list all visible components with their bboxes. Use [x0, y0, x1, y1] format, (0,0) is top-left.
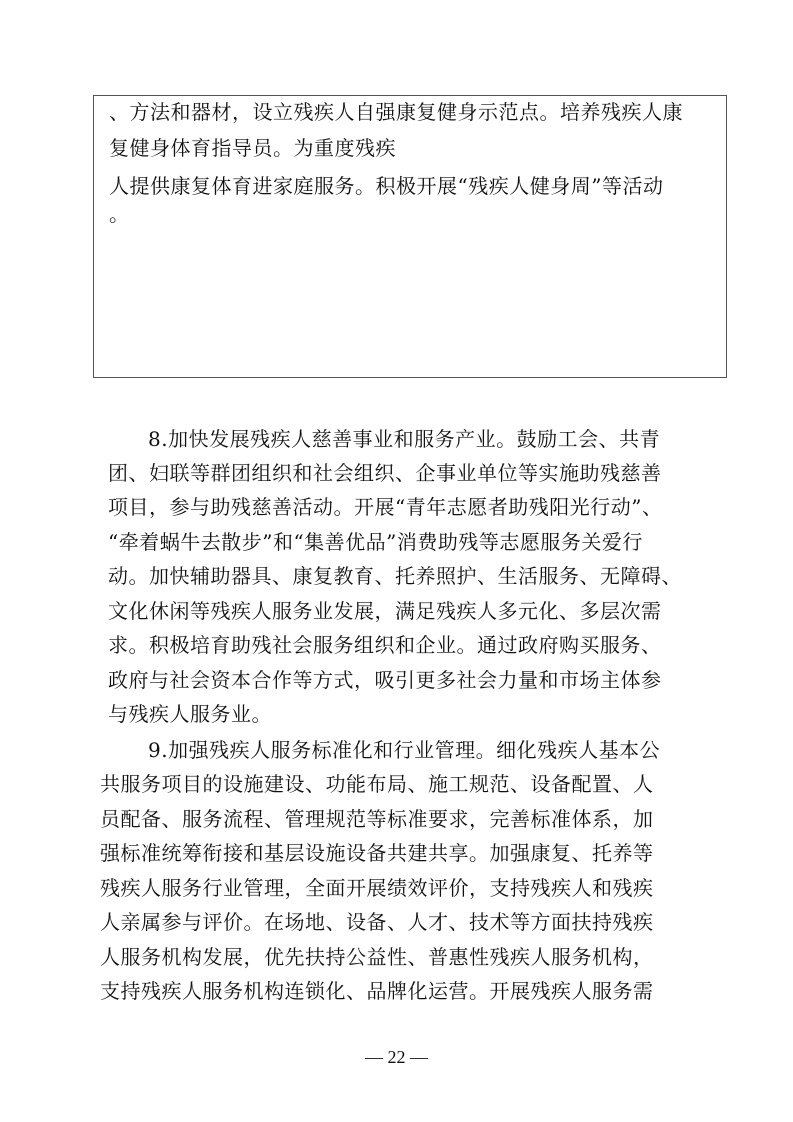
paragraph-line: 支持残疾人服务机构连锁化、品牌化运营。开展残疾人服务需: [100, 979, 654, 1003]
paragraph-line: 团、妇联等群团组织和社会组织、企事业单位等实施助残慈善: [108, 461, 662, 485]
paragraph-line: 强标准统筹衔接和基层设施设备共建共享。加强康复、托养等: [100, 841, 654, 865]
paragraph-line: 与残疾人服务业。: [108, 702, 272, 726]
paragraph-line: 文化休闲等残疾人服务业发展，满足残疾人多元化、多层次需: [108, 599, 662, 623]
box-line: 复健身体育指导员。为重度残疾: [109, 136, 396, 160]
paragraph-line: 人服务机构发展，优先扶持公益性、普惠性残疾人服务机构，: [100, 945, 654, 969]
paragraph-line: 8.加快发展残疾人慈善事业和服务产业。鼓励工会、共青: [148, 427, 661, 451]
paragraph-line: 求。积极培育助残社会服务组织和企业。通过政府购买服务、: [108, 633, 662, 657]
paragraph-line: 员配备、服务流程、管理规范等标准要求，完善标准体系，加: [100, 807, 654, 831]
paragraph-line: “牵着蜗牛去散步”和“集善优品”消费助残等志愿服务关爱行: [108, 530, 643, 554]
paragraph-line: 残疾人服务行业管理，全面开展绩效评价，支持残疾人和残疾: [100, 876, 654, 900]
box-line: 人提供康复体育进家庭服务。积极开展“残疾人健身周”等活动: [109, 174, 664, 198]
paragraph-line: 动。加快辅助器具、康复教育、托养照护、生活服务、无障碍、: [108, 564, 682, 588]
paragraph-line: 政府与社会资本合作等方式，吸引更多社会力量和市场主体参: [108, 668, 662, 692]
box-line: 。: [109, 202, 130, 226]
boxed-text-frame: [93, 95, 727, 378]
paragraph-line: 人亲属参与评价。在场地、设备、人才、技术等方面扶持残疾: [100, 910, 654, 934]
box-line: 、方法和器材，设立残疾人自强康复健身示范点。培养残疾人康: [109, 100, 683, 124]
page-number: — 22 —: [365, 1047, 428, 1067]
paragraph-line: 项目，参与助残慈善活动。开展“青年志愿者助残阳光行动”、: [108, 495, 663, 519]
paragraph-line: 9.加强残疾人服务标准化和行业管理。细化残疾人基本公: [148, 738, 661, 762]
paragraph-line: 共服务项目的设施建设、功能布局、施工规范、设备配置、人: [100, 772, 654, 796]
